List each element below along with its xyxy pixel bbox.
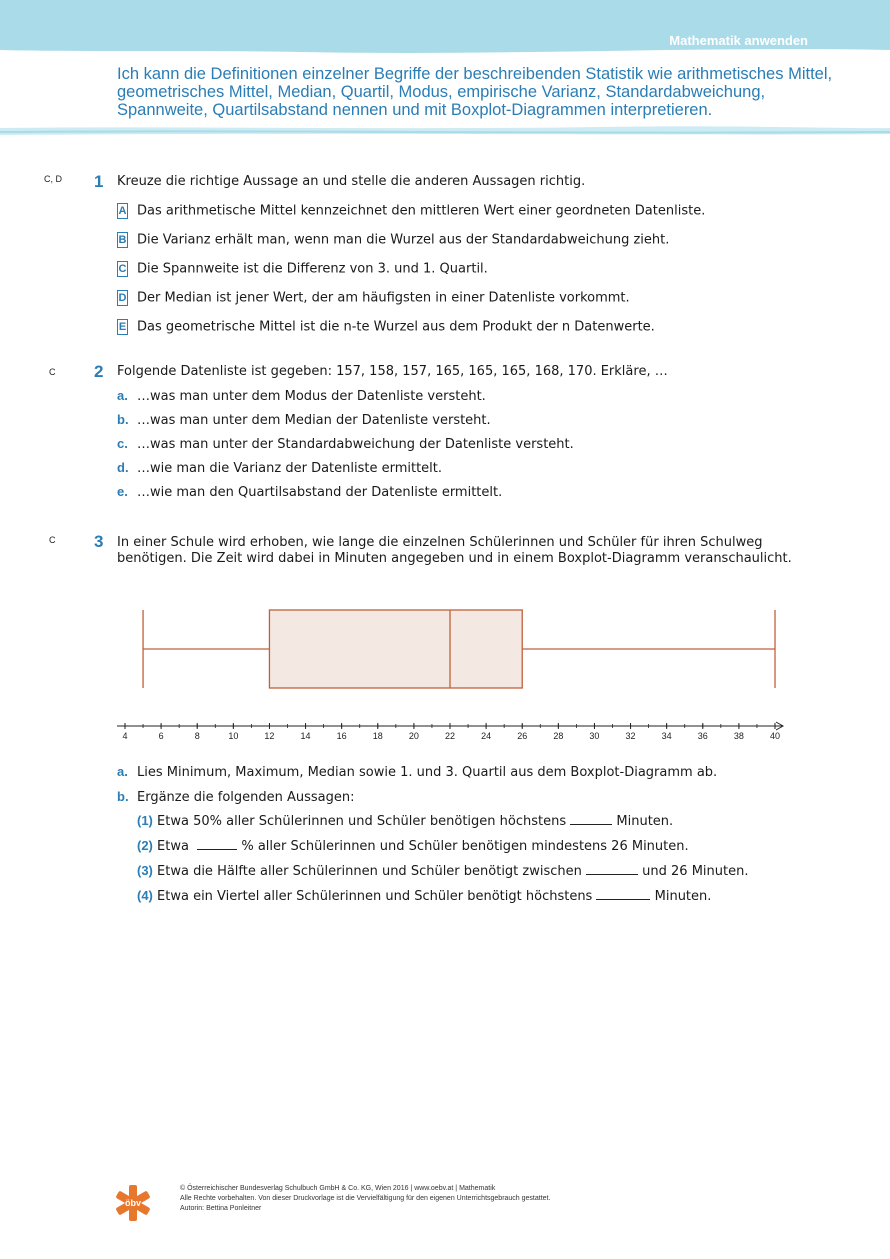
boxplot-chart bbox=[0, 600, 890, 750]
statement-text: Die Varianz erhält man, wenn man die Wurzel aus der Standardabweichung zieht. bbox=[137, 232, 670, 248]
publisher-logo bbox=[113, 1183, 153, 1223]
x-tick-label: 32 bbox=[625, 731, 636, 741]
footer-line: Alle Rechte vorbehalten. Von dieser Druckvorlage ist die Vervielfältigung für den eigenen Unterrichtsgebrauch gestattet. bbox=[180, 1195, 551, 1202]
checkbox-b[interactable]: B bbox=[118, 234, 127, 246]
task2-code: C bbox=[49, 367, 56, 377]
x-tick-label: 38 bbox=[733, 731, 744, 741]
logo-text: öbv bbox=[124, 1198, 142, 1208]
item-label: b. bbox=[117, 412, 129, 427]
statement-d bbox=[117, 290, 630, 307]
statement-b bbox=[117, 232, 669, 249]
x-tick-label: 14 bbox=[300, 731, 311, 741]
statement-a bbox=[117, 203, 705, 220]
statement-label: (3) bbox=[137, 863, 153, 878]
item-text: …was man unter der Standardabweichung der Datenliste versteht. bbox=[137, 437, 574, 452]
statement-before: Etwa die Hälfte aller Schülerinnen und Schüler benötigt zwischen bbox=[157, 864, 582, 879]
answer-blank[interactable] bbox=[586, 864, 638, 875]
item-label: a. bbox=[117, 764, 128, 779]
x-tick-label: 4 bbox=[122, 731, 128, 741]
task2-item-c bbox=[117, 436, 574, 452]
task1-code: C, D bbox=[44, 174, 62, 184]
item-label: e. bbox=[117, 484, 128, 499]
footer-line: Autorin: Bettina Ponleitner bbox=[180, 1205, 262, 1212]
statement-text: Das arithmetische Mittel kennzeichnet den mittleren Wert einer geordneten Datenliste. bbox=[137, 203, 706, 219]
statement-after: Minuten. bbox=[654, 889, 712, 904]
x-tick-label: 28 bbox=[553, 731, 564, 741]
task3-statement-2 bbox=[137, 838, 689, 854]
item-label: a. bbox=[117, 388, 128, 403]
x-tick-label: 12 bbox=[264, 731, 275, 741]
item-text: Ergänze die folgenden Aussagen: bbox=[137, 790, 355, 805]
task1-prompt: Kreuze die richtige Aussage an und stelle die anderen Aussagen richtig. bbox=[117, 174, 586, 189]
task2-item-d bbox=[117, 460, 442, 476]
task2-item-b bbox=[117, 412, 491, 428]
x-tick-label: 26 bbox=[517, 731, 528, 741]
footer-copyright bbox=[180, 1184, 550, 1214]
task1-number: 1 bbox=[94, 172, 104, 191]
x-tick-label: 40 bbox=[769, 731, 781, 741]
statement-before: Etwa 50% aller Schülerinnen und Schüler benötigen höchstens bbox=[157, 814, 567, 829]
statement-after: Minuten. bbox=[616, 814, 674, 829]
statement-text: Die Spannweite ist die Differenz von 3. und 1. Quartil. bbox=[137, 261, 488, 277]
x-tick-label: 20 bbox=[408, 731, 419, 741]
checkbox-a[interactable]: A bbox=[118, 205, 127, 217]
task2-number: 2 bbox=[94, 362, 104, 381]
learning-goal: Ich kann die Definitionen einzelner Begriffe der beschreibenden Statistik wie arithmetisches Mittel, geometrisches Mittel, Median, Quartil, Modus, empirische Varianz, Standardabweichung, Spannweite, Quartilsabstand nennen und mit Boxplot-Diagrammen interpretieren. bbox=[117, 65, 833, 119]
x-tick-label: 16 bbox=[336, 731, 347, 741]
task2-prompt: Folgende Datenliste ist gegeben: 157, 158, 157, 165, 165, 165, 168, 170. Erkläre, … bbox=[117, 364, 668, 379]
item-label: c. bbox=[117, 436, 128, 451]
answer-blank[interactable] bbox=[596, 889, 650, 900]
task2-item-e bbox=[117, 484, 502, 500]
statement-text: Das geometrische Mittel ist die n-te Wurzel aus dem Produkt der n Datenwerte. bbox=[137, 319, 655, 335]
x-tick-label: 6 bbox=[158, 731, 164, 741]
boxplot-box bbox=[269, 610, 522, 688]
checkbox-e[interactable]: E bbox=[118, 321, 127, 333]
statement-after: % aller Schülerinnen und Schüler benötigen mindestens 26 Minuten. bbox=[241, 839, 689, 854]
item-text: Lies Minimum, Maximum, Median sowie 1. und 3. Quartil aus dem Boxplot-Diagramm ab. bbox=[137, 765, 718, 780]
item-label: b. bbox=[117, 789, 129, 804]
x-tick-label: 24 bbox=[481, 731, 492, 741]
statement-after: und 26 Minuten. bbox=[642, 864, 749, 879]
statement-label: (1) bbox=[137, 813, 153, 828]
statement-before: Etwa ein Viertel aller Schülerinnen und Schüler benötigt höchstens bbox=[157, 889, 593, 904]
task2-item-a bbox=[117, 388, 486, 404]
header-label: Mathematik anwenden bbox=[669, 33, 808, 48]
task3-statement-4 bbox=[137, 888, 711, 904]
x-tick-label: 18 bbox=[372, 731, 383, 741]
item-label: d. bbox=[117, 460, 129, 475]
statement-c bbox=[117, 261, 488, 278]
x-tick-label: 34 bbox=[661, 731, 672, 741]
item-text: …was man unter dem Modus der Datenliste versteht. bbox=[137, 389, 486, 404]
statement-before: Etwa bbox=[157, 839, 189, 854]
x-tick-label: 36 bbox=[697, 731, 708, 741]
x-tick-label: 22 bbox=[444, 731, 456, 741]
statement-label: (4) bbox=[137, 888, 153, 903]
task3-item-b bbox=[117, 789, 355, 805]
statement-text: Der Median ist jener Wert, der am häufigsten in einer Datenliste vorkommt. bbox=[137, 290, 630, 306]
item-text: …wie man den Quartilsabstand der Datenliste ermittelt. bbox=[137, 485, 503, 500]
checkbox-d[interactable]: D bbox=[118, 292, 127, 304]
x-tick-label: 8 bbox=[194, 731, 200, 741]
statement-label: (2) bbox=[137, 838, 153, 853]
x-tick-label: 10 bbox=[228, 731, 239, 741]
answer-blank[interactable] bbox=[570, 814, 612, 825]
task3-prompt: In einer Schule wird erhoben, wie lange die einzelnen Schülerinnen und Schüler für ihren Schulweg benötigen. Die Zeit wird dabei in Minuten angegeben und in einem Boxplot-Diagramm veranschaulicht. bbox=[117, 535, 792, 566]
task3-statement-1 bbox=[137, 813, 673, 829]
footer-line: © Österreichischer Bundesverlag Schulbuch GmbH & Co. KG, Wien 2016 | www.oebv.at | Mathematik bbox=[180, 1185, 496, 1192]
x-tick-label: 30 bbox=[589, 731, 600, 741]
task3-code: C bbox=[49, 535, 56, 545]
checkbox-c[interactable]: C bbox=[118, 263, 127, 275]
task3-statement-3 bbox=[137, 863, 748, 879]
statement-e bbox=[117, 319, 655, 336]
answer-blank[interactable] bbox=[197, 839, 237, 850]
task3-item-a bbox=[117, 764, 717, 780]
item-text: …wie man die Varianz der Datenliste ermittelt. bbox=[137, 461, 443, 476]
task3-number: 3 bbox=[94, 532, 104, 551]
item-text: …was man unter dem Median der Datenliste versteht. bbox=[137, 413, 491, 428]
